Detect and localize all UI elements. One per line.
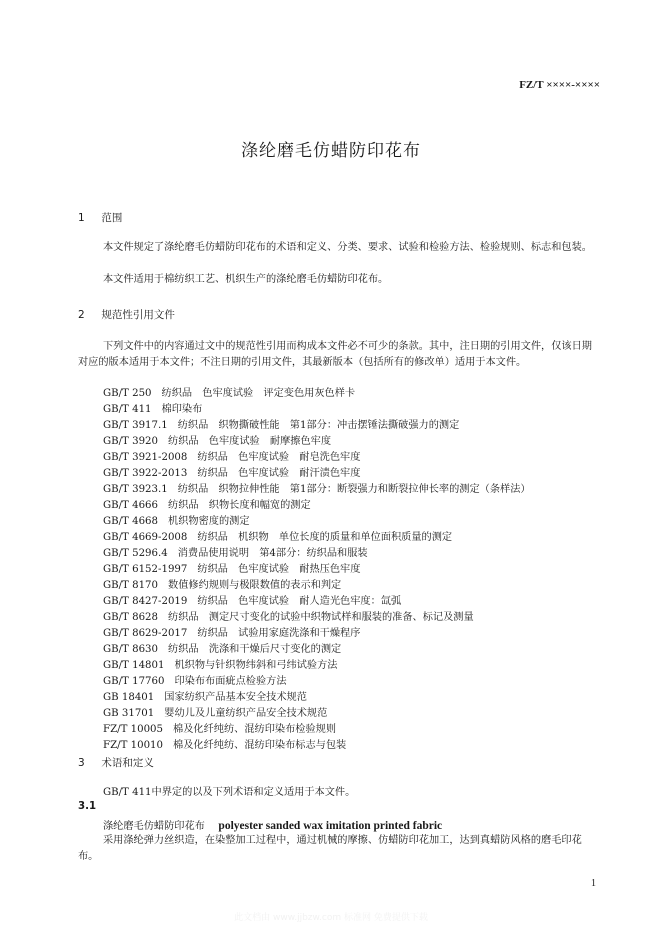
reference-code: GB/T 5296.4 — [103, 548, 168, 559]
reference-code: GB/T 6152-1997 — [103, 564, 188, 575]
paragraph: 本文件规定了涤纶磨毛仿蜡防印花布的术语和定义、分类、要求、试验和检验方法、检验规则、标志和包装。 — [103, 242, 592, 253]
reference-title: 纺织品 织物撕破性能 第1部分：冲击摆锤法撕破强力的测定 — [177, 420, 460, 431]
reference-title: 纺织品 织物长度和幅宽的测定 — [168, 500, 311, 511]
reference-code: GB 31701 — [103, 708, 155, 719]
reference-item — [103, 402, 531, 418]
reference-title: 棉及化纤纯纺、混纺印染布检验规则 — [173, 724, 337, 735]
paragraph: GB/T 411中界定的以及下列术语和定义适用于本文件。 — [103, 787, 356, 798]
reference-item — [103, 674, 531, 690]
reference-code: GB/T 3922-2013 — [103, 468, 188, 479]
term-definition: 采用涤纶弹力丝织造，在染整加工过程中，通过机械的摩擦、仿蜡防印花加工，达到真蜡防风格的磨毛印花布。 — [78, 835, 582, 862]
document-code: FZ/T ××××-×××× — [519, 79, 600, 91]
reference-title: 纺织品 色牢度试验 耐人造光色牢度：氙弧 — [197, 596, 402, 607]
reference-title: 婴幼儿及儿童纺织产品安全技术规范 — [164, 708, 328, 719]
reference-title: 纺织品 色牢度试验 评定变色用灰色样卡 — [161, 388, 356, 399]
reference-item — [103, 626, 531, 642]
paragraph: 本文件适用于棉纺织工艺、机织生产的涤纶磨毛仿蜡防印花布。 — [103, 274, 389, 285]
reference-code: GB/T 3923.1 — [103, 484, 168, 495]
section-number: 1 — [78, 212, 85, 224]
reference-code: GB/T 4669-2008 — [103, 532, 188, 543]
reference-code: FZ/T 10010 — [103, 740, 164, 751]
reference-code: GB/T 8628 — [103, 612, 159, 623]
reference-code: GB/T 3921-2008 — [103, 452, 188, 463]
reference-title: 国家纺织产品基本安全技术规范 — [164, 692, 307, 703]
page-title: 涤纶磨毛仿蜡防印花布 — [241, 141, 421, 161]
reference-item — [103, 530, 531, 546]
reference-code: GB/T 411 — [103, 404, 152, 415]
reference-item — [103, 706, 531, 722]
reference-code: GB/T 8170 — [103, 580, 159, 591]
reference-item — [103, 418, 531, 434]
reference-title: 消费品使用说明 第4部分：纺织品和服装 — [177, 548, 368, 559]
reference-list — [103, 386, 531, 754]
reference-title: 纺织品 织物拉伸性能 第1部分：断裂强力和断裂拉伸长率的测定（条样法） — [177, 484, 531, 495]
reference-title: 纺织品 测定尺寸变化的试验中织物试样和服装的准备、标记及测量 — [168, 612, 474, 623]
reference-title: 纺织品 色牢度试验 耐皂洗色牢度 — [197, 452, 361, 463]
reference-item — [103, 738, 531, 754]
reference-code: GB/T 8629-2017 — [103, 628, 188, 639]
term-entry — [103, 817, 442, 832]
section-number: 3 — [78, 757, 85, 769]
term-chinese: 涤纶磨毛仿蜡防印花布 — [103, 821, 205, 832]
reference-item — [103, 498, 531, 514]
section-heading-terms — [78, 755, 154, 770]
section-heading-normative-references — [78, 307, 175, 322]
reference-code: GB/T 3920 — [103, 436, 159, 447]
section-title: 术语和定义 — [101, 757, 154, 769]
reference-item — [103, 386, 531, 402]
reference-code: GB/T 17760 — [103, 676, 165, 687]
section-title: 范围 — [101, 212, 123, 224]
reference-title: 纺织品 色牢度试验 耐汗渍色牢度 — [197, 468, 361, 479]
watermark: 此文档由 www.jjbzw.com 标准网 免费提供下载 — [234, 913, 428, 923]
reference-title: 纺织品 色牢度试验 耐热压色牢度 — [197, 564, 361, 575]
reference-title: 棉及化纤纯纺、混纺印染布标志与包装 — [173, 740, 347, 751]
section-title: 规范性引用文件 — [101, 309, 175, 321]
reference-code: GB/T 8630 — [103, 644, 159, 655]
section-number: 2 — [78, 309, 85, 321]
reference-title: 纺织品 试验用家庭洗涤和干燥程序 — [197, 628, 361, 639]
term-english: polyester sanded wax imitation printed fabric — [218, 820, 443, 832]
reference-title: 棉印染布 — [161, 404, 203, 415]
reference-code: GB/T 4666 — [103, 500, 159, 511]
reference-item — [103, 690, 531, 706]
reference-title: 纺织品 洗涤和干燥后尺寸变化的测定 — [168, 644, 342, 655]
reference-item — [103, 562, 531, 578]
reference-item — [103, 658, 531, 674]
reference-item — [103, 578, 531, 594]
page-number: 1 — [591, 878, 596, 889]
reference-code: GB/T 250 — [103, 388, 152, 399]
reference-item — [103, 482, 531, 498]
reference-item — [103, 514, 531, 530]
reference-code: GB/T 4668 — [103, 516, 159, 527]
reference-title: 印染布布面疵点检验方法 — [174, 676, 287, 687]
term-number: 3.1 — [78, 801, 97, 812]
reference-title: 机织物与针织物纬斜和弓纬试验方法 — [174, 660, 338, 671]
section-heading-scope — [78, 210, 122, 225]
reference-item — [103, 450, 531, 466]
reference-title: 机织物密度的测定 — [168, 516, 250, 527]
paragraph: 下列文件中的内容通过文中的规范性引用而构成本文件必不可少的条款。其中，注日期的引用文件，仅该日期对应的版本适用于本文件；不注日期的引用文件，其最新版本（包括所有的修改单）适用于本文件。 — [78, 341, 592, 368]
reference-item — [103, 722, 531, 738]
reference-item — [103, 546, 531, 562]
reference-item — [103, 434, 531, 450]
reference-item — [103, 594, 531, 610]
reference-title: 纺织品 色牢度试验 耐摩擦色牢度 — [168, 436, 332, 447]
reference-item — [103, 610, 531, 626]
reference-code: GB 18401 — [103, 692, 155, 703]
reference-code: GB/T 14801 — [103, 660, 165, 671]
reference-code: GB/T 8427-2019 — [103, 596, 188, 607]
reference-code: FZ/T 10005 — [103, 724, 164, 735]
reference-item — [103, 466, 531, 482]
reference-title: 纺织品 机织物 单位长度的质量和单位面积质量的测定 — [197, 532, 453, 543]
reference-code: GB/T 3917.1 — [103, 420, 168, 431]
reference-title: 数值修约规则与极限数值的表示和判定 — [168, 580, 342, 591]
reference-item — [103, 642, 531, 658]
